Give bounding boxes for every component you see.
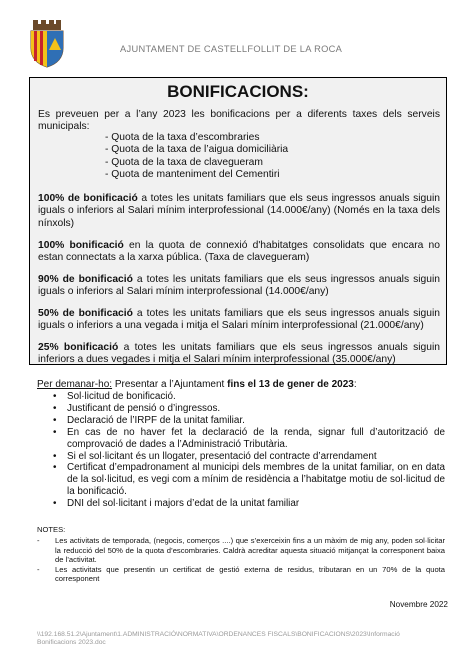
requirements-list bbox=[53, 391, 445, 510]
requirement-item bbox=[53, 450, 445, 463]
quota-item: - Quota de la taxa d’escombraries bbox=[105, 132, 288, 144]
bonification-amount: 50% de bonificació bbox=[38, 308, 133, 319]
organization-name: AJUNTAMENT DE CASTELLFOLLIT DE LA ROCA bbox=[120, 44, 343, 54]
bonification-amount: 90% de bonificació bbox=[38, 274, 133, 285]
requirement-item bbox=[53, 498, 445, 510]
requirement-item bbox=[53, 426, 445, 451]
quota-item: - Quota de la taxa de l’aigua domiciliària bbox=[105, 144, 288, 156]
note-item bbox=[37, 536, 445, 564]
bullet-icon: • bbox=[53, 402, 57, 414]
bullet-icon: • bbox=[53, 450, 57, 462]
municipal-coat-of-arms bbox=[25, 20, 69, 68]
bullet-icon: • bbox=[53, 462, 57, 474]
document-date: Novembre 2022 bbox=[389, 600, 448, 609]
bonification-item bbox=[38, 274, 440, 299]
requirement-item bbox=[53, 414, 445, 427]
requirement-text: Justificant de pensió o d’ingressos. bbox=[67, 402, 221, 414]
request-tail: : bbox=[353, 379, 357, 390]
requirement-item bbox=[53, 402, 445, 415]
bonification-description: a totes les unitats familiars que els seus ingressos anuals siguin iguals o inferiors al Salari mínim interprofessional (14.000€/any) (Només en la taxa dels nínxols) bbox=[38, 193, 440, 229]
bonification-item bbox=[38, 308, 440, 333]
bullet-icon: • bbox=[53, 414, 57, 426]
bonification-amount: 100% de bonificació bbox=[38, 193, 138, 204]
bullet-icon: • bbox=[53, 391, 57, 402]
request-lead: Per demanar-ho: bbox=[37, 379, 113, 390]
notes-section bbox=[37, 525, 445, 583]
quota-item: - Quota de la taxa de clavegueram bbox=[105, 157, 288, 169]
bonification-amount: 100% bonificació bbox=[38, 240, 124, 251]
bonification-description: en la quota de connexió d'habitatges consolidats que encara no estan connectats a la xarxa pública. (Taxa de clavegueram) bbox=[38, 240, 440, 264]
intro-paragraph: Es preveuen per a l’any 2023 les bonificacions per a diferents taxes dels serveis municipals: bbox=[38, 109, 440, 133]
bonifications-box bbox=[29, 77, 447, 365]
note-item bbox=[37, 565, 445, 584]
requirement-item bbox=[53, 462, 445, 498]
box-title: BONIFICACIONS: bbox=[167, 82, 309, 101]
bonification-item bbox=[38, 193, 440, 230]
requirement-text: En cas de no haver fet la declaració de la renda, signar full d’autorització de comprovació de dades a l’Administració Tributària. bbox=[67, 426, 445, 450]
file-path-footer: \\192.168.51.2\Ajuntament\1.ADMINISTRACIÓ\NORMATIVA\ORDENANCES FISCALS\BONIFICACIONS\2023\Informació Bonificacions 2023.doc bbox=[37, 631, 400, 647]
request-deadline: fins el 13 de gener de 2023 bbox=[227, 379, 354, 390]
tax-quota-list bbox=[105, 132, 288, 182]
bonification-description: a totes les unitats familiars que els seus ingressos anuals siguin iguals o inferiors a una vegada i mitja el Salari mínim interprofessional (21.000€/any) bbox=[38, 308, 440, 332]
quota-item: - Quota de manteniment del Cementiri bbox=[105, 169, 288, 181]
request-text: Presentar a l’Ajuntament bbox=[112, 379, 228, 390]
bonification-description: a totes les unitats familiars que els seus ingressos anuals siguin iguals o inferiors al Salari mínim interprofessional (14.000€/any) bbox=[38, 274, 440, 298]
bonification-amount: 25% bonificació bbox=[38, 342, 119, 353]
bonification-description: a totes les unitats familiars que els seus ingressos anuals siguin inferiors a dues vegades i mitja el Salari mínim interprofessional (35.000€/any) bbox=[38, 342, 440, 366]
note-text: Les activitats de temporada, (negocis, comerços ....) que s’exerceixin fins a un màxim de mig any, poden sol·licitar la reducció del 50% de la quota d’escombraries. Caldrà acreditar aquesta situació mitjançat la corresponent baixa de l’activitat. bbox=[55, 536, 445, 565]
requirement-text: Si el sol·licitant és un llogater, presentació del contracte d’arrendament bbox=[67, 450, 377, 462]
requirement-text: Sol·licitud de bonificació. bbox=[67, 391, 176, 402]
bullet-icon: • bbox=[53, 498, 57, 510]
notes-heading: NOTES: bbox=[37, 525, 66, 534]
note-text: Les activitats que presentin un certificat de gestió externa de residus, tributaran en un 70% de la quota corresponent bbox=[55, 564, 445, 584]
requirement-text: Certificat d’empadronament al municipi dels membres de la unitat familiar, on en data de la sol·licitud, es vegi com a mínim de residència a l’habitatge motiu de sol·licitud de la bonificació. bbox=[67, 462, 445, 498]
bullet-icon: • bbox=[53, 426, 57, 438]
bonification-item bbox=[38, 240, 440, 265]
request-instructions bbox=[37, 379, 357, 390]
dash-icon: - bbox=[37, 536, 40, 546]
requirement-text: DNI del sol·licitant i majors d’edat de la unitat familiar bbox=[67, 498, 300, 510]
requirement-text: Declaració de l’IRPF de la unitat familiar. bbox=[67, 414, 245, 426]
requirement-item bbox=[53, 391, 445, 403]
bonification-item bbox=[38, 342, 440, 367]
dash-icon: - bbox=[37, 564, 40, 574]
